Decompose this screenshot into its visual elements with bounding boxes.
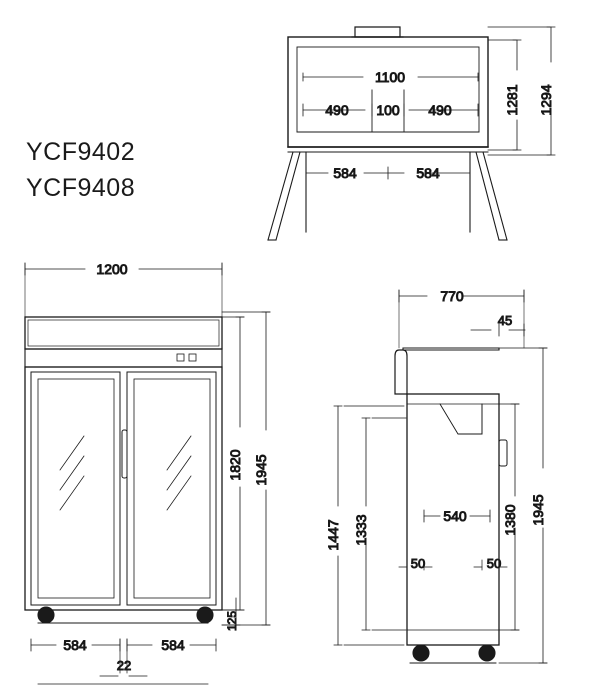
side-view-handle [499, 440, 507, 466]
front-view-glare-left [60, 436, 84, 510]
dim-540-label: 540 [443, 508, 467, 524]
front-view-display-1 [177, 354, 184, 361]
dim-1380-label: 1380 [502, 504, 518, 536]
model-label-1: YCF9402 [26, 138, 136, 166]
front-view-caster-left [38, 607, 54, 623]
dim-1281 [488, 40, 521, 150]
front-view-display-2 [189, 354, 196, 361]
dim-50-right-label: 50 [486, 556, 502, 571]
top-view [268, 27, 555, 240]
dim-125-label: 125 [225, 610, 239, 632]
dim-100-label: 100 [376, 102, 400, 118]
dim-1281-label: 1281 [504, 84, 520, 116]
dim-50-left-label: 50 [410, 556, 426, 571]
dim-1820 [222, 317, 244, 610]
dim-1333-label: 1333 [353, 514, 369, 546]
dim-1100-label: 1100 [374, 69, 406, 85]
dim-584-front-right-label: 584 [161, 637, 185, 653]
dim-1945-front-label: 1945 [253, 454, 269, 486]
dim-584-top-right-label: 584 [416, 165, 440, 181]
dim-1447-label: 1447 [325, 519, 341, 551]
dim-1100 [303, 69, 478, 85]
side-view-hood [395, 350, 407, 394]
front-view-canopy [25, 317, 222, 349]
front-view-door-right [127, 372, 216, 605]
dim-770-label: 770 [440, 288, 464, 304]
dim-584-front-left-label: 584 [63, 637, 87, 653]
side-view [325, 288, 547, 663]
side-view-caster-left [413, 645, 429, 661]
dim-row-legs [306, 165, 470, 181]
dim-540 [424, 508, 490, 524]
dim-1820-label: 1820 [227, 449, 243, 481]
front-view-caster-right [197, 607, 213, 623]
side-view-caster-right [479, 645, 495, 661]
dim-row-front-doors [31, 637, 216, 653]
dim-1200 [25, 261, 222, 317]
front-view-glass-right [134, 379, 210, 598]
side-view-duct [440, 404, 482, 434]
model-label-2: YCF9408 [26, 174, 136, 202]
dim-50-right [474, 556, 507, 571]
top-view-leg-left-inner [276, 152, 300, 240]
dim-1200-label: 1200 [96, 261, 128, 277]
dim-1294 [488, 27, 555, 155]
front-view-glare-right [167, 436, 191, 510]
dim-1380 [499, 404, 519, 630]
dim-45-label: 45 [497, 313, 513, 328]
dim-490-left-label: 490 [325, 102, 349, 118]
dim-50-left [399, 556, 432, 571]
top-view-handle [355, 27, 400, 37]
front-view-canopy-inner [28, 320, 219, 346]
top-view-glass [297, 47, 479, 132]
dim-1333 [353, 418, 406, 630]
dim-584-top-left-label: 584 [333, 165, 357, 181]
dim-45 [471, 313, 525, 336]
top-view-cabinet [288, 37, 488, 147]
dim-1294-label: 1294 [538, 84, 554, 116]
front-view-glass-left [38, 379, 114, 598]
top-view-leg-left-outer [268, 152, 293, 240]
front-view-control-strip [25, 349, 222, 367]
dim-1945-side-label: 1945 [530, 494, 546, 526]
front-view-body [25, 367, 222, 610]
dim-22-label: 22 [116, 658, 132, 673]
front-view [25, 261, 270, 684]
dim-125 [222, 598, 240, 631]
dim-490-right-label: 490 [428, 102, 452, 118]
front-view-door-handle [122, 430, 127, 478]
dim-row-top [303, 102, 478, 118]
